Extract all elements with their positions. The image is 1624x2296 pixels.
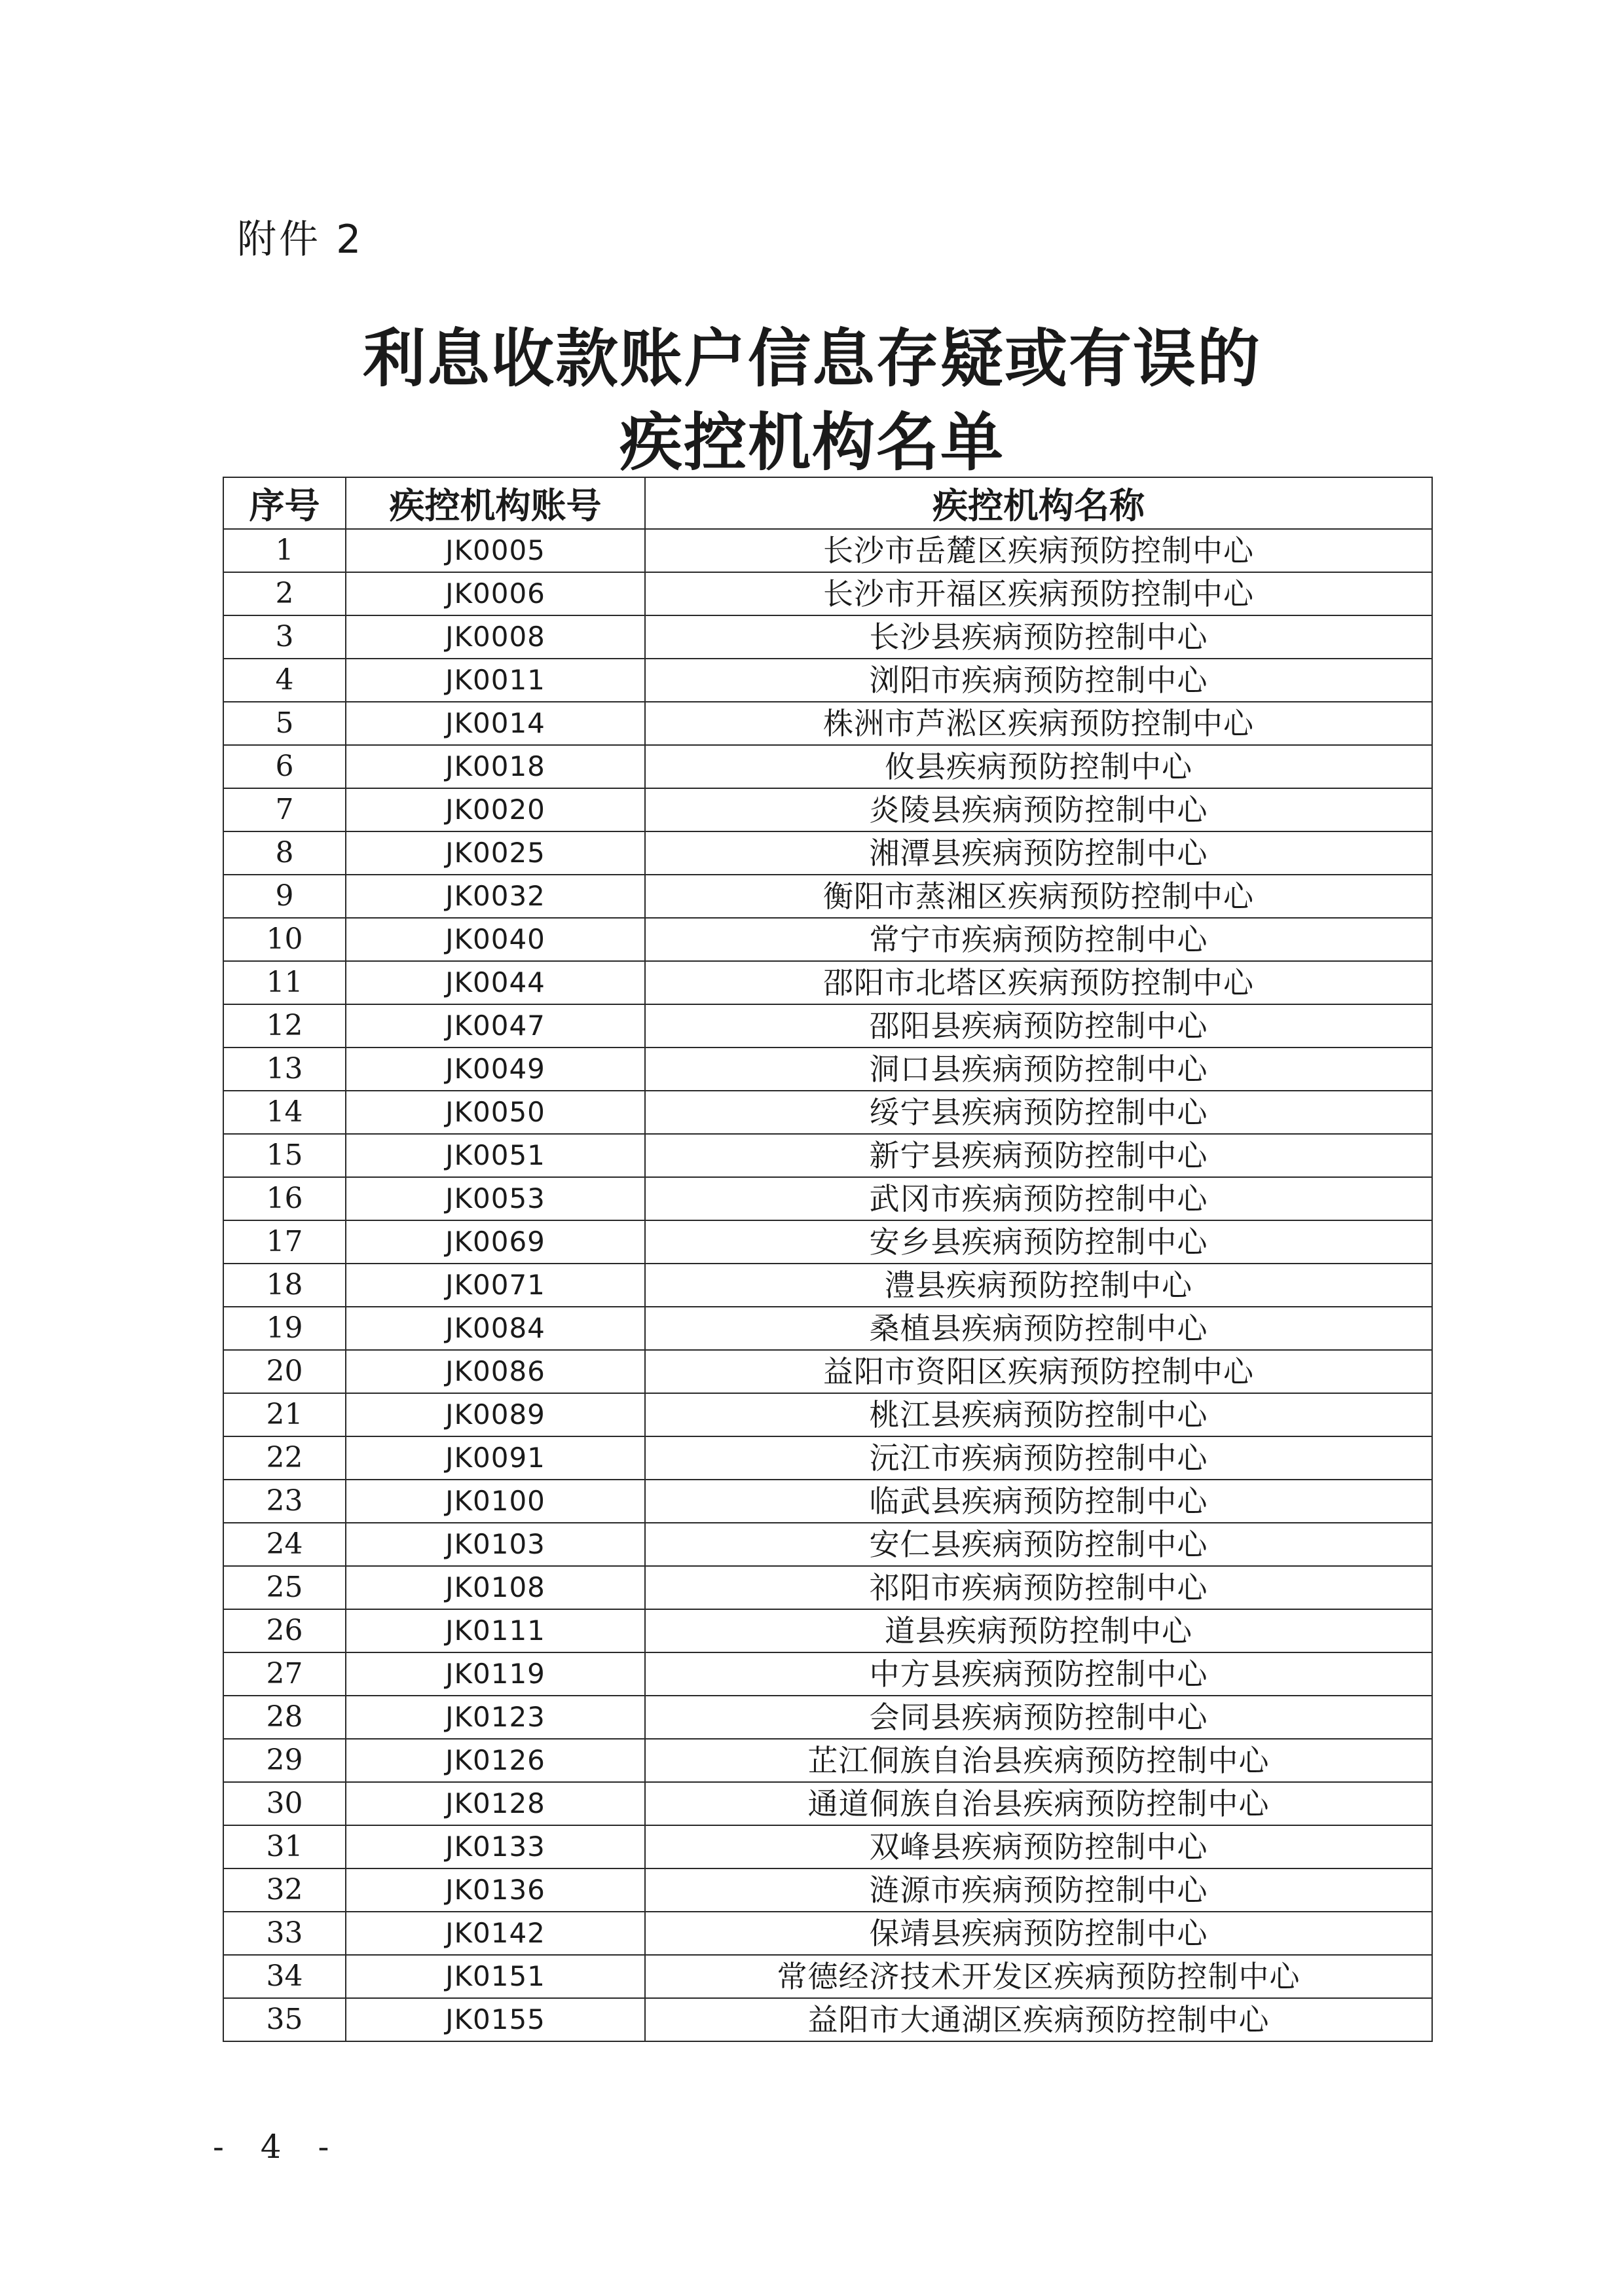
- cell-serial-number: 11: [223, 961, 346, 1004]
- cell-institution-name: 沅江市疾病预防控制中心: [645, 1436, 1432, 1480]
- cell-serial-number: 24: [223, 1523, 346, 1566]
- cell-serial-number: 6: [223, 745, 346, 788]
- cell-institution-name: 湘潭县疾病预防控制中心: [645, 831, 1432, 875]
- cell-serial-number: 33: [223, 1912, 346, 1955]
- cell-account-number: JK0091: [346, 1436, 645, 1480]
- cell-institution-name: 益阳市大通湖区疾病预防控制中心: [645, 1998, 1432, 2041]
- table-row: [223, 1307, 1432, 1350]
- cell-serial-number: 22: [223, 1436, 346, 1480]
- table-row: [223, 1739, 1432, 1782]
- cell-account-number: JK0069: [346, 1220, 645, 1264]
- document-title-line-1: 利息收款账户信息存疑或有误的: [363, 321, 1261, 395]
- cell-serial-number: 9: [223, 875, 346, 918]
- cell-account-number: JK0108: [346, 1566, 645, 1609]
- institution-table: [223, 477, 1433, 2042]
- table-row: [223, 1264, 1432, 1307]
- cell-account-number: JK0049: [346, 1048, 645, 1091]
- cell-serial-number: 10: [223, 918, 346, 961]
- cell-institution-name: 攸县疾病预防控制中心: [645, 745, 1432, 788]
- table-row: [223, 529, 1432, 572]
- cell-serial-number: 2: [223, 572, 346, 615]
- cell-account-number: JK0006: [346, 572, 645, 615]
- table-row: [223, 659, 1432, 702]
- document-title-line-2: 疾控机构名单: [619, 405, 1005, 479]
- cell-serial-number: 21: [223, 1393, 346, 1436]
- cell-account-number: JK0119: [346, 1652, 645, 1696]
- table-row: [223, 1091, 1432, 1134]
- cell-serial-number: 28: [223, 1696, 346, 1739]
- cell-serial-number: 13: [223, 1048, 346, 1091]
- cell-account-number: JK0103: [346, 1523, 645, 1566]
- table-row: [223, 572, 1432, 615]
- cell-institution-name: 长沙市开福区疾病预防控制中心: [645, 572, 1432, 615]
- table-header-row: [223, 477, 1432, 529]
- cell-account-number: JK0044: [346, 961, 645, 1004]
- cell-institution-name: 绥宁县疾病预防控制中心: [645, 1091, 1432, 1134]
- cell-serial-number: 15: [223, 1134, 346, 1177]
- table-row: [223, 1868, 1432, 1912]
- cell-institution-name: 益阳市资阳区疾病预防控制中心: [645, 1350, 1432, 1393]
- cell-account-number: JK0128: [346, 1782, 645, 1825]
- cell-account-number: JK0053: [346, 1177, 645, 1220]
- cell-account-number: JK0040: [346, 918, 645, 961]
- table-row: [223, 788, 1432, 831]
- cell-institution-name: 通道侗族自治县疾病预防控制中心: [645, 1782, 1432, 1825]
- cell-serial-number: 3: [223, 615, 346, 659]
- table-row: [223, 1609, 1432, 1652]
- table-row: [223, 1480, 1432, 1523]
- cell-serial-number: 8: [223, 831, 346, 875]
- cell-serial-number: 27: [223, 1652, 346, 1696]
- cell-account-number: JK0050: [346, 1091, 645, 1134]
- cell-account-number: JK0089: [346, 1393, 645, 1436]
- header-account-number: 疾控机构账号: [346, 477, 645, 529]
- cell-institution-name: 涟源市疾病预防控制中心: [645, 1868, 1432, 1912]
- cell-account-number: JK0020: [346, 788, 645, 831]
- cell-serial-number: 25: [223, 1566, 346, 1609]
- cell-institution-name: 道县疾病预防控制中心: [645, 1609, 1432, 1652]
- cell-institution-name: 炎陵县疾病预防控制中心: [645, 788, 1432, 831]
- cell-account-number: JK0047: [346, 1004, 645, 1048]
- cell-serial-number: 35: [223, 1998, 346, 2041]
- cell-account-number: JK0155: [346, 1998, 645, 2041]
- cell-institution-name: 安乡县疾病预防控制中心: [645, 1220, 1432, 1264]
- table-row: [223, 1177, 1432, 1220]
- cell-institution-name: 双峰县疾病预防控制中心: [645, 1825, 1432, 1868]
- table-row: [223, 1220, 1432, 1264]
- table-row: [223, 918, 1432, 961]
- header-serial-number: 序号: [223, 477, 346, 529]
- table-body: [223, 529, 1432, 2041]
- cell-account-number: JK0142: [346, 1912, 645, 1955]
- table-row: [223, 961, 1432, 1004]
- cell-serial-number: 18: [223, 1264, 346, 1307]
- cell-serial-number: 20: [223, 1350, 346, 1393]
- table-row: [223, 1566, 1432, 1609]
- cell-serial-number: 17: [223, 1220, 346, 1264]
- table-row: [223, 1696, 1432, 1739]
- cell-institution-name: 会同县疾病预防控制中心: [645, 1696, 1432, 1739]
- cell-institution-name: 保靖县疾病预防控制中心: [645, 1912, 1432, 1955]
- cell-serial-number: 19: [223, 1307, 346, 1350]
- cell-account-number: JK0008: [346, 615, 645, 659]
- table-row: [223, 1393, 1432, 1436]
- cell-account-number: JK0086: [346, 1350, 645, 1393]
- cell-institution-name: 安仁县疾病预防控制中心: [645, 1523, 1432, 1566]
- cell-institution-name: 武冈市疾病预防控制中心: [645, 1177, 1432, 1220]
- cell-account-number: JK0032: [346, 875, 645, 918]
- cell-serial-number: 4: [223, 659, 346, 702]
- table-row: [223, 702, 1432, 745]
- cell-institution-name: 长沙县疾病预防控制中心: [645, 615, 1432, 659]
- cell-account-number: JK0123: [346, 1696, 645, 1739]
- cell-account-number: JK0051: [346, 1134, 645, 1177]
- cell-serial-number: 34: [223, 1955, 346, 1998]
- cell-account-number: JK0111: [346, 1609, 645, 1652]
- cell-institution-name: 常德经济技术开发区疾病预防控制中心: [645, 1955, 1432, 1998]
- cell-serial-number: 23: [223, 1480, 346, 1523]
- cell-institution-name: 邵阳市北塔区疾病预防控制中心: [645, 961, 1432, 1004]
- cell-account-number: JK0011: [346, 659, 645, 702]
- cell-institution-name: 临武县疾病预防控制中心: [645, 1480, 1432, 1523]
- table-row: [223, 1998, 1432, 2041]
- cell-account-number: JK0133: [346, 1825, 645, 1868]
- table-row: [223, 1912, 1432, 1955]
- cell-account-number: JK0014: [346, 702, 645, 745]
- cell-institution-name: 桃江县疾病预防控制中心: [645, 1393, 1432, 1436]
- cell-institution-name: 芷江侗族自治县疾病预防控制中心: [645, 1739, 1432, 1782]
- cell-institution-name: 中方县疾病预防控制中心: [645, 1652, 1432, 1696]
- cell-institution-name: 洞口县疾病预防控制中心: [645, 1048, 1432, 1091]
- cell-institution-name: 长沙市岳麓区疾病预防控制中心: [645, 529, 1432, 572]
- cell-account-number: JK0084: [346, 1307, 645, 1350]
- table-row: [223, 745, 1432, 788]
- cell-serial-number: 14: [223, 1091, 346, 1134]
- table-row: [223, 1048, 1432, 1091]
- cell-institution-name: 桑植县疾病预防控制中心: [645, 1307, 1432, 1350]
- cell-account-number: JK0136: [346, 1868, 645, 1912]
- table-row: [223, 1004, 1432, 1048]
- cell-account-number: JK0151: [346, 1955, 645, 1998]
- cell-institution-name: 常宁市疾病预防控制中心: [645, 918, 1432, 961]
- attachment-label: 附件 2: [237, 217, 364, 263]
- cell-account-number: JK0126: [346, 1739, 645, 1782]
- cell-serial-number: 5: [223, 702, 346, 745]
- cell-serial-number: 29: [223, 1739, 346, 1782]
- cell-institution-name: 新宁县疾病预防控制中心: [645, 1134, 1432, 1177]
- table-row: [223, 1436, 1432, 1480]
- cell-serial-number: 7: [223, 788, 346, 831]
- table-row: [223, 1955, 1432, 1998]
- cell-institution-name: 衡阳市蒸湘区疾病预防控制中心: [645, 875, 1432, 918]
- table-row: [223, 1652, 1432, 1696]
- table-row: [223, 615, 1432, 659]
- cell-serial-number: 26: [223, 1609, 346, 1652]
- page-number: - 4 -: [213, 2128, 342, 2166]
- cell-account-number: JK0005: [346, 529, 645, 572]
- cell-institution-name: 澧县疾病预防控制中心: [645, 1264, 1432, 1307]
- table-row: [223, 1350, 1432, 1393]
- cell-serial-number: 1: [223, 529, 346, 572]
- cell-serial-number: 12: [223, 1004, 346, 1048]
- table-row: [223, 1523, 1432, 1566]
- header-institution-name: 疾控机构名称: [645, 477, 1432, 529]
- cell-serial-number: 30: [223, 1782, 346, 1825]
- cell-institution-name: 浏阳市疾病预防控制中心: [645, 659, 1432, 702]
- cell-serial-number: 31: [223, 1825, 346, 1868]
- table-row: [223, 1782, 1432, 1825]
- cell-institution-name: 祁阳市疾病预防控制中心: [645, 1566, 1432, 1609]
- cell-account-number: JK0100: [346, 1480, 645, 1523]
- table-row: [223, 831, 1432, 875]
- cell-institution-name: 邵阳县疾病预防控制中心: [645, 1004, 1432, 1048]
- table-row: [223, 875, 1432, 918]
- table-row: [223, 1825, 1432, 1868]
- cell-account-number: JK0025: [346, 831, 645, 875]
- table-row: [223, 1134, 1432, 1177]
- cell-serial-number: 32: [223, 1868, 346, 1912]
- cell-institution-name: 株洲市芦淞区疾病预防控制中心: [645, 702, 1432, 745]
- cell-serial-number: 16: [223, 1177, 346, 1220]
- cell-account-number: JK0071: [346, 1264, 645, 1307]
- cell-account-number: JK0018: [346, 745, 645, 788]
